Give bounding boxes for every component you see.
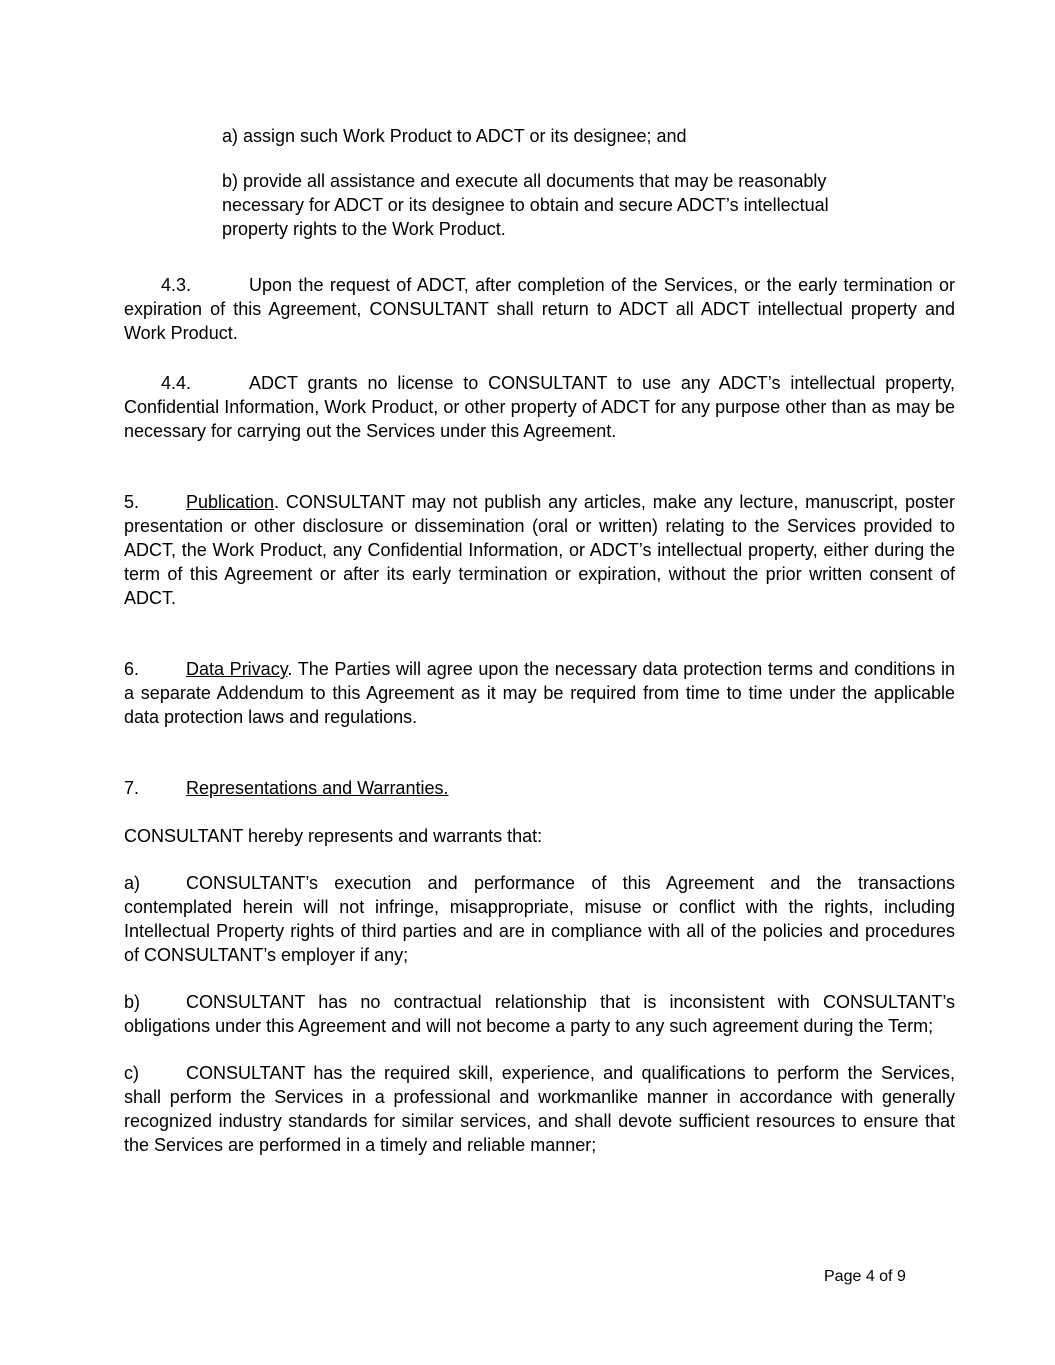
page-number: Page 4 of 9 <box>824 1268 906 1285</box>
paragraph-number: 4.3. <box>161 275 192 295</box>
item-a-assign: a) assign such Work Product to ADCT or its designee; and <box>222 126 687 146</box>
paragraph-number: 4.4. <box>161 373 192 393</box>
item-letter: c) <box>124 1063 139 1083</box>
warranty-b <box>124 990 955 1038</box>
warranty-c <box>124 1061 955 1157</box>
item-text: CONSULTANT’s execution and performance of this Agreement and the transactions contemplated herein will not infringe, misappropriate, misuse or conflict with the rights, including Intellectual Property rights of third parties and are in compliance with all of the policies and procedures of CONSULTANT’s employer if any; <box>124 873 955 965</box>
paragraph-4-4 <box>124 371 955 443</box>
item-b-provide: b) provide all assistance and execute all documents that may be reasonably necessary for ADCT or its designee to obtain and secure ADCT’s intellectual property rights to the Work Product. <box>222 171 829 239</box>
item-letter: b) <box>124 992 141 1012</box>
section-number: 5. <box>124 492 140 512</box>
paragraph-4-3 <box>124 273 955 345</box>
section-number: 7. <box>124 778 140 798</box>
section-heading: Publication <box>186 492 275 512</box>
section-heading: Representations and Warranties. <box>186 778 449 798</box>
item-text: CONSULTANT has no contractual relationship that is inconsistent with CONSULTANT’s obligations under this Agreement and will not become a party to any such agreement during the Term; <box>124 992 955 1036</box>
section-7-intro: CONSULTANT hereby represents and warrants that: <box>124 826 543 846</box>
section-6-data-privacy <box>124 657 955 729</box>
section-5-publication <box>124 490 955 610</box>
warranty-a <box>124 871 955 967</box>
item-letter: a) <box>124 873 141 893</box>
paragraph-text: Upon the request of ADCT, after completion of the Services, or the early termination or expiration of this Agreement, CONSULTANT shall return to ADCT all ADCT intellectual property and Work Product. <box>124 275 955 343</box>
item-text: CONSULTANT has the required skill, experience, and qualifications to perform the Services, shall perform the Services in a professional and workmanlike manner in accordance with generally recognized industry standards for similar services, and shall devote sufficient resources to ensure that the Services are performed in a timely and reliable manner; <box>124 1063 955 1155</box>
section-number: 6. <box>124 659 140 679</box>
section-heading: Data Privacy <box>186 659 288 679</box>
section-text: . The Parties will agree upon the necessary data protection terms and conditions in a separate Addendum to this Agreement as it may be required from time to time under the applicable data protection laws and regulations. <box>124 659 955 727</box>
section-7-heading <box>124 776 955 800</box>
paragraph-text: ADCT grants no license to CONSULTANT to use any ADCT’s intellectual property, Confidential Information, Work Product, or other property of ADCT for any purpose other than as may be necessary for carrying out the Services under this Agreement. <box>124 373 955 441</box>
section-text: . CONSULTANT may not publish any articles, make any lecture, manuscript, poster presentation or other disclosure or dissemination (oral or written) relating to the Services provided to ADCT, the Work Product, any Confidential Information, or ADCT’s intellectual property, either during the term of this Agreement or after its early termination or expiration, without the prior written consent of ADCT. <box>124 492 955 608</box>
